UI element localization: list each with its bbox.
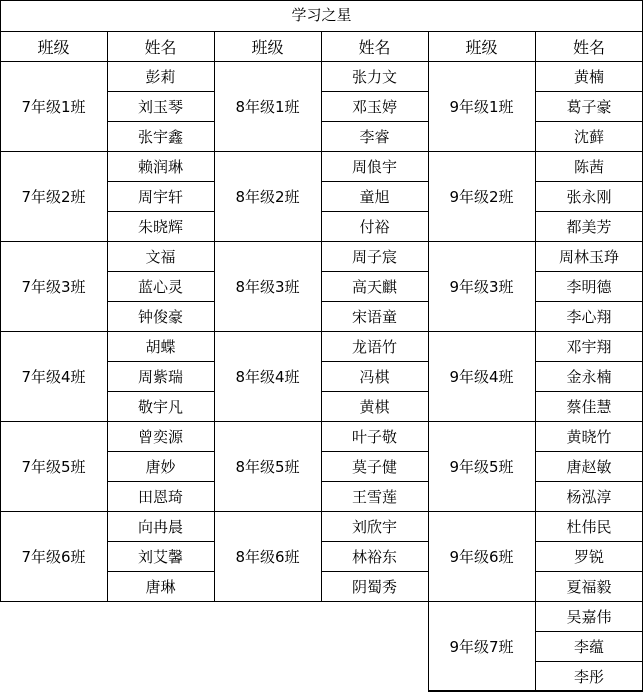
student-name-cell: 金永楠 <box>566 367 612 386</box>
class-cell: 8年级4班 <box>235 367 300 386</box>
class-cell: 9年级5班 <box>449 457 514 476</box>
grid-line <box>0 331 214 332</box>
student-name-cell: 刘欣宇 <box>351 517 397 536</box>
student-name-cell: 李蕴 <box>573 637 604 656</box>
student-name-cell: 葛子豪 <box>566 97 612 116</box>
grid-line <box>428 601 643 602</box>
class-cell: 9年级7班 <box>449 637 514 656</box>
class-cell: 7年级4班 <box>21 367 86 386</box>
student-name-cell: 唐赵敏 <box>566 457 612 476</box>
student-name-cell: 胡蝶 <box>145 337 176 356</box>
grid-line <box>428 241 643 242</box>
grid-line <box>321 121 428 122</box>
grid-line <box>321 361 428 362</box>
class-cell: 7年级6班 <box>21 547 86 566</box>
class-cell: 8年级2班 <box>235 187 300 206</box>
grid-line <box>107 571 214 572</box>
grid-line <box>321 391 428 392</box>
student-name-cell: 张力文 <box>351 67 397 86</box>
student-name-cell: 邓玉婷 <box>351 97 397 116</box>
grid-line <box>321 301 428 302</box>
grid-line <box>428 421 643 422</box>
student-name-cell: 向冉晨 <box>137 517 183 536</box>
student-name-cell: 李心翔 <box>566 307 612 326</box>
student-name-cell: 周俍宇 <box>351 157 397 176</box>
student-name-cell: 叶子敬 <box>351 427 397 446</box>
grid-line <box>321 211 428 212</box>
grid-line <box>0 0 643 1</box>
student-name-cell: 朱晓辉 <box>137 217 183 236</box>
header-class: 班级 <box>37 37 70 57</box>
student-name-cell: 沈藓 <box>573 127 604 146</box>
grid-line <box>214 241 428 242</box>
grid-line <box>107 211 214 212</box>
grid-line <box>428 151 643 152</box>
grid-line <box>0 511 214 512</box>
grid-line <box>107 271 214 272</box>
student-name-cell: 龙语竹 <box>351 337 397 356</box>
student-name-cell: 吴嘉伟 <box>566 607 612 626</box>
student-name-cell: 王雪莲 <box>351 487 397 506</box>
student-name-cell: 彭莉 <box>145 67 176 86</box>
grid-line <box>535 391 643 392</box>
grid-line <box>535 451 643 452</box>
grid-line <box>535 541 643 542</box>
grid-line <box>214 151 428 152</box>
grid-line <box>321 541 428 542</box>
student-name-cell: 阴蜀秀 <box>351 577 397 596</box>
grid-line <box>321 181 428 182</box>
class-cell: 9年级1班 <box>449 97 514 116</box>
student-name-cell: 都美芳 <box>566 217 612 236</box>
student-name-cell: 李明德 <box>566 277 612 296</box>
class-cell: 9年级6班 <box>449 547 514 566</box>
grid-line <box>0 421 214 422</box>
header-class: 班级 <box>251 37 284 57</box>
student-name-cell: 宋语童 <box>351 307 397 326</box>
grid-line <box>0 0 1 31</box>
class-cell: 8年级5班 <box>235 457 300 476</box>
grid-line <box>0 241 214 242</box>
header-name: 姓名 <box>572 37 605 57</box>
header-class: 班级 <box>465 37 498 57</box>
student-name-cell: 张宇鑫 <box>137 127 183 146</box>
class-cell: 8年级6班 <box>235 547 300 566</box>
grid-line <box>535 571 643 572</box>
grid-line <box>535 31 536 61</box>
class-cell: 9年级4班 <box>449 367 514 386</box>
grid-line <box>0 31 1 61</box>
grid-line <box>0 601 214 602</box>
class-cell: 8年级1班 <box>235 97 300 116</box>
student-name-cell: 周宇轩 <box>137 187 183 206</box>
grid-line <box>428 511 643 512</box>
grid-line <box>535 181 643 182</box>
grid-line <box>535 481 643 482</box>
student-name-cell: 田恩琦 <box>137 487 183 506</box>
class-cell: 8年级3班 <box>235 277 300 296</box>
student-name-cell: 钟俊豪 <box>137 307 183 326</box>
grid-line <box>428 61 429 691</box>
grid-line <box>214 601 428 602</box>
grid-line <box>214 511 428 512</box>
student-name-cell: 黄晓竹 <box>566 427 612 446</box>
grid-line <box>107 361 214 362</box>
student-name-cell: 唐琳 <box>145 577 176 596</box>
grid-line <box>321 31 322 61</box>
student-name-cell: 冯棋 <box>359 367 390 386</box>
class-cell: 7年级1班 <box>21 97 86 116</box>
grid-line <box>321 571 428 572</box>
student-name-cell: 李彤 <box>573 667 604 686</box>
grid-line <box>535 61 536 691</box>
class-cell: 7年级2班 <box>21 187 86 206</box>
grid-line <box>321 91 428 92</box>
class-cell: 7年级5班 <box>21 457 86 476</box>
student-name-cell: 张永刚 <box>566 187 612 206</box>
student-name-cell: 周紫瑞 <box>137 367 183 386</box>
class-cell: 9年级3班 <box>449 277 514 296</box>
student-name-cell: 黄棋 <box>359 397 390 416</box>
grid-line <box>214 31 215 61</box>
student-name-cell: 莫子健 <box>351 457 397 476</box>
student-name-cell: 夏福毅 <box>566 577 612 596</box>
student-name-cell: 杨泓淳 <box>566 487 612 506</box>
header-name: 姓名 <box>144 37 177 57</box>
grid-line <box>535 631 643 632</box>
student-name-cell: 唐妙 <box>145 457 176 476</box>
grid-line <box>321 481 428 482</box>
student-name-cell: 蔡佳慧 <box>566 397 612 416</box>
student-name-cell: 蓝心灵 <box>137 277 183 296</box>
student-name-cell: 李睿 <box>359 127 390 146</box>
grid-line <box>535 361 643 362</box>
grid-line <box>321 451 428 452</box>
student-name-cell: 赖润琳 <box>137 157 183 176</box>
student-name-cell: 周林玉琤 <box>558 247 619 266</box>
student-name-cell: 周子宸 <box>351 247 397 266</box>
student-name-cell: 童旭 <box>359 187 390 206</box>
grid-line <box>535 121 643 122</box>
grid-line <box>428 331 643 332</box>
grid-line <box>107 91 214 92</box>
student-name-cell: 刘玉琴 <box>137 97 183 116</box>
grid-line <box>0 151 214 152</box>
table-title: 学习之星 <box>291 6 352 24</box>
grid-line <box>535 301 643 302</box>
student-name-cell: 刘艾馨 <box>137 547 183 566</box>
student-name-cell: 陈茜 <box>573 157 604 176</box>
student-name-cell: 杜伟民 <box>566 517 612 536</box>
student-name-cell: 高天麒 <box>351 277 397 296</box>
grid-line <box>428 31 429 61</box>
header-name: 姓名 <box>358 37 391 57</box>
grid-line <box>107 301 214 302</box>
grid-line <box>107 121 214 122</box>
grid-line <box>107 451 214 452</box>
grid-line <box>321 271 428 272</box>
student-name-cell: 付裕 <box>359 217 390 236</box>
grid-line <box>107 481 214 482</box>
student-name-cell: 敬宇凡 <box>137 397 183 416</box>
class-cell: 7年级3班 <box>21 277 86 296</box>
grid-line <box>214 421 428 422</box>
grid-line <box>214 331 428 332</box>
grid-line <box>535 661 643 662</box>
grid-line <box>535 211 643 212</box>
grid-line <box>107 391 214 392</box>
class-cell: 9年级2班 <box>449 187 514 206</box>
grid-line <box>107 181 214 182</box>
student-name-cell: 林裕东 <box>351 547 397 566</box>
grid-line <box>535 91 643 92</box>
student-name-cell: 黄楠 <box>573 67 604 86</box>
grid-line <box>107 541 214 542</box>
grid-line <box>535 271 643 272</box>
grid-line <box>107 31 108 61</box>
student-name-cell: 罗锐 <box>573 547 604 566</box>
student-name-cell: 文福 <box>145 247 176 266</box>
student-name-cell: 邓宇翔 <box>566 337 612 356</box>
student-name-cell: 曾奕源 <box>137 427 183 446</box>
